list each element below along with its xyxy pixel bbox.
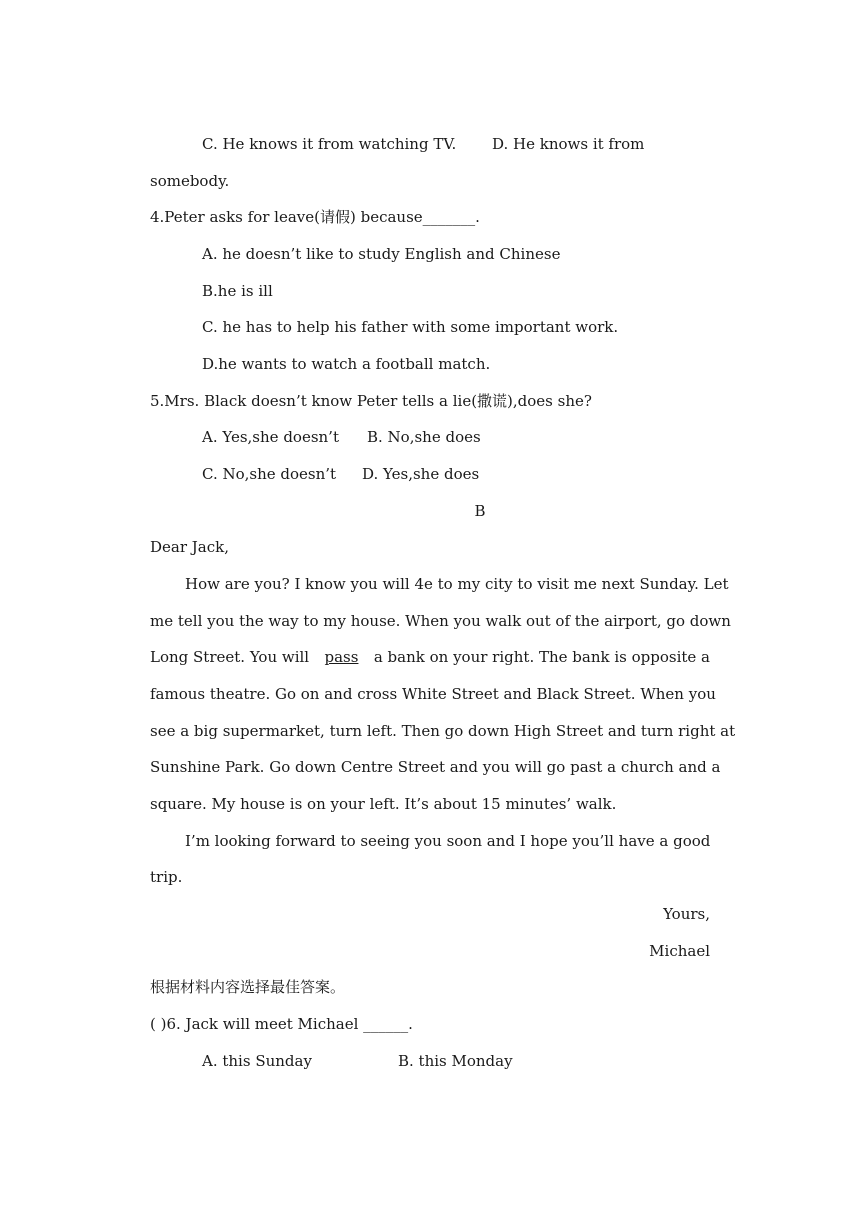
q3-option-c: C. He knows it from watching TV. [202,135,457,153]
q5-option-b: B. No,she does [367,428,481,446]
letter-line: I’m looking forward to seeing you soon and I hope you’ll have a good [185,832,711,850]
underlined-word: pass [324,648,359,666]
q5-option-a: A. Yes,she doesn’t [202,428,339,446]
letter-line: How are you? I know you will 4e to my city to visit me next Sunday. Let [185,575,729,593]
letter-signature: Michael [649,942,710,960]
q4-option-b: B.he is ill [202,282,273,300]
letter-line: me tell you the way to my house. When you walk out of the airport, go down [150,612,731,630]
q6-stem: ( )6. Jack will meet Michael ______. [150,1015,413,1033]
letter-line-with-underline [150,647,710,667]
letter-salutation: Dear Jack, [150,538,229,556]
section-heading: B [474,502,486,520]
q6-option-b: B. this Monday [398,1052,513,1070]
letter-line: trip. [150,868,183,886]
q4-stem: 4.Peter asks for leave(请假) because_______. [150,208,480,226]
letter-line: famous theatre. Go on and cross White Street and Black Street. When you [150,685,716,703]
letter-line: see a big supermarket, turn left. Then go down High Street and turn right at [150,722,736,740]
q4-option-d: D.he wants to watch a football match. [202,355,491,373]
q6-option-a: A. this Sunday [202,1052,312,1070]
q5-option-d: D. Yes,she does [362,465,480,483]
q4-option-c: C. he has to help his father with some important work. [202,318,619,336]
q4-option-a: A. he doesn’t like to study English and Chinese [202,245,561,263]
letter-line: Sunshine Park. Go down Centre Street and you will go past a church and a [150,758,721,776]
q3-option-d: D. He knows it from [492,135,645,153]
q3-option-d-continuation: somebody. [150,172,230,190]
letter-closing: Yours, [663,905,710,923]
letter-text: Long Street. You will [150,648,310,666]
letter-text: a bank on your right. The bank is opposite a [373,648,710,666]
instructions: 根据材料内容选择最佳答案。 [150,978,346,996]
letter-line: square. My house is on your left. It’s about 15 minutes’ walk. [150,795,617,813]
q5-stem: 5.Mrs. Black doesn’t know Peter tells a lie(撒谎),does she? [150,392,592,410]
q5-option-c: C. No,she doesn’t [202,465,337,483]
